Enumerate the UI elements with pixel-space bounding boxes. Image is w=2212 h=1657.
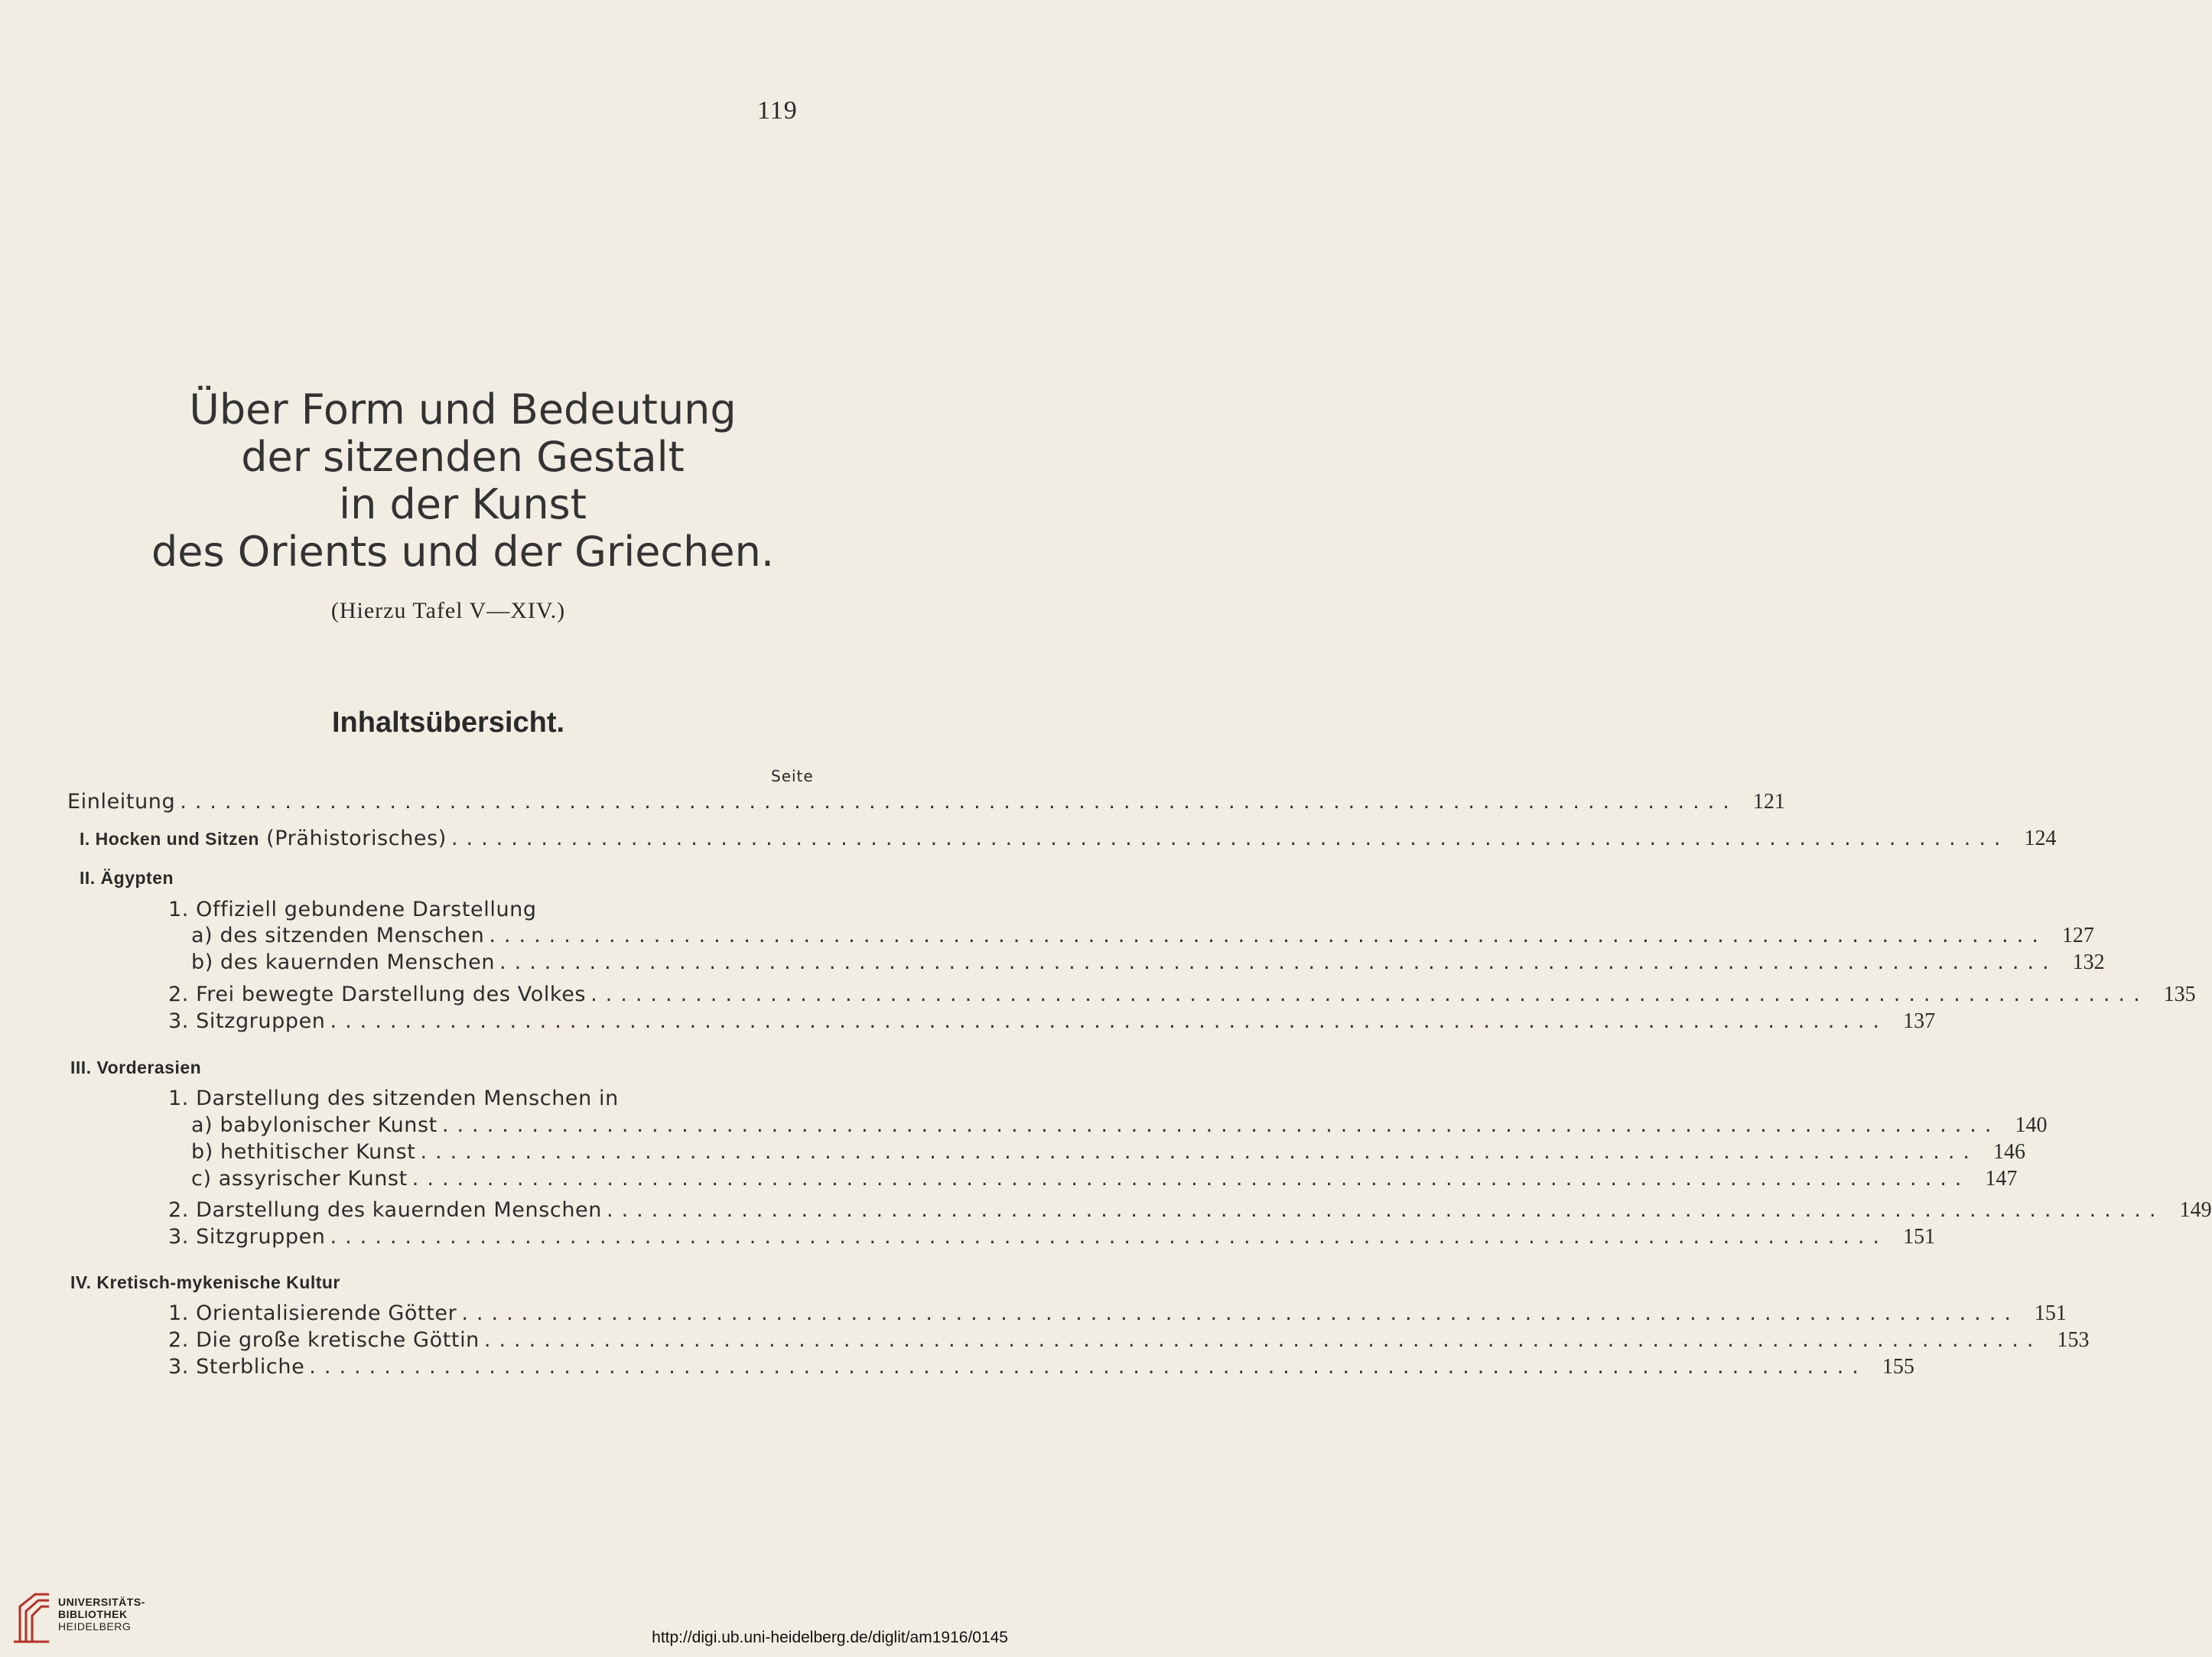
library-logo-text [58,1596,145,1633]
dot-leader: ........................................................................................................ [441,1113,2000,1137]
dot-leader: ........................................................................................................ [461,1301,2019,1325]
toc-entry-page: 140 [2015,1113,2048,1137]
toc-entry-text: 3. Sterbliche [168,1355,305,1379]
toc-entry-page: 146 [1993,1140,2026,1164]
toc-entry-page: 151 [2034,1301,2067,1325]
source-url-link[interactable]: http://digi.ub.uni-heidelberg.de/diglit/am1916/0145 [652,1629,1008,1646]
toc-entry[interactable] [168,1198,2212,1224]
title-line: der sitzenden Gestalt [241,433,685,481]
dot-leader: ........................................................................................................ [483,1328,2042,1352]
title-line: in der Kunst [339,480,587,528]
toc-entry[interactable] [191,1140,2026,1166]
dot-leader: ........................................................................................................ [411,1167,1970,1191]
article-subtitle: (Hierzu Tafel V—XIV.) [330,598,566,623]
dot-leader: ........................................................................................................ [489,924,2047,947]
toc-entry[interactable] [191,1167,2018,1193]
toc-entry-text: 1. Orientalisierende Götter [168,1301,457,1325]
logo-line: BIBLIOTHEK [58,1608,128,1620]
toc-entry-page: 155 [1882,1355,1914,1379]
section-note: (Prähistorisches) [266,827,447,850]
toc-entry-page: 149 [2179,1198,2212,1222]
toc-entry-page: 132 [2072,950,2105,974]
toc-entry-text: 2. Die große kretische Göttin [168,1328,480,1352]
dot-leader: ........................................................................................................ [330,1225,1888,1249]
page-number: 119 [757,96,798,125]
toc-entry-text: b) des kauernden Menschen [191,950,496,974]
library-logo [9,1587,193,1648]
toc-entry-page: 135 [2163,983,2196,1006]
toc-entry-page: 121 [1752,790,1785,814]
toc-section-3-heading[interactable]: III. Vorderasien [70,1058,202,1077]
toc-entry[interactable] [168,1301,2067,1327]
dot-leader: ........................................................................................................ [590,983,2149,1006]
toc-entry-text: a) babylonischer Kunst [191,1113,438,1137]
toc-entry-page: 137 [1903,1009,1936,1033]
toc-entry-section-1[interactable] [80,827,2057,853]
toc-section-4-heading[interactable]: IV. Kretisch-mykenische Kultur [70,1272,340,1292]
logo-line: UNIVERSITÄTS- [58,1596,145,1608]
toc-entry[interactable] [168,983,2196,1009]
dot-leader: ........................................................................................................ [499,950,2057,974]
toc-entry-page: 151 [1903,1225,1936,1249]
toc-entry[interactable] [191,950,2105,976]
dot-leader: ........................................................................................................ [309,1355,1867,1379]
dot-leader: ........................................................................................................ [606,1198,2165,1222]
section-label: I. Hocken und Sitzen [80,829,259,849]
toc-entry-text: b) hethitischer Kunst [191,1140,416,1164]
toc-entry-text: c) assyrischer Kunst [191,1167,408,1191]
toc-entry-einleitung[interactable] [67,790,1785,816]
toc-subheading: 1. Offiziell gebundene Darstellung [168,898,537,921]
page-column-label: Seite [771,767,814,785]
logo-line: HEIDELBERG [58,1620,132,1633]
toc-entry[interactable] [168,1009,1936,1035]
toc-entry-page: 153 [2057,1328,2090,1352]
toc-entry[interactable] [191,1113,2048,1139]
toc-entry-page: 127 [2061,924,2094,947]
title-line: Über Form und Bedeutung [189,385,737,434]
toc-entry-text: 3. Sitzgruppen [168,1009,326,1033]
article-title [0,386,925,576]
toc-entry-text: a) des sitzenden Menschen [191,924,485,947]
toc-heading: Inhaltsübersicht. [331,707,565,739]
dot-leader: ........................................................................................................ [451,827,2009,850]
toc-entry-text: Einleitung [67,790,176,814]
toc-entry-page: 124 [2024,827,2057,850]
toc-entry[interactable] [168,1355,1914,1381]
library-logo-icon [9,1587,55,1648]
toc-entry[interactable] [191,924,2094,950]
dot-leader: ........................................................................................................ [330,1009,1888,1033]
dot-leader: ........................................................................................................ [420,1140,1979,1164]
dot-leader: ........................................................................................................ [180,790,1738,814]
toc-section-2-heading[interactable]: II. Ägypten [80,868,174,888]
toc-entry[interactable] [168,1328,2090,1354]
toc-entry[interactable] [168,1225,1936,1251]
title-line: des Orients und der Griechen. [151,528,774,576]
toc-entry-text: 2. Darstellung des kauernden Menschen [168,1198,602,1222]
toc-entry-text [80,827,447,850]
toc-entry-text: 3. Sitzgruppen [168,1225,326,1249]
toc-entry-text: 2. Frei bewegte Darstellung des Volkes [168,983,587,1006]
toc-entry-page: 147 [1985,1167,2018,1191]
toc-subheading: 1. Darstellung des sitzenden Menschen in [168,1087,619,1110]
